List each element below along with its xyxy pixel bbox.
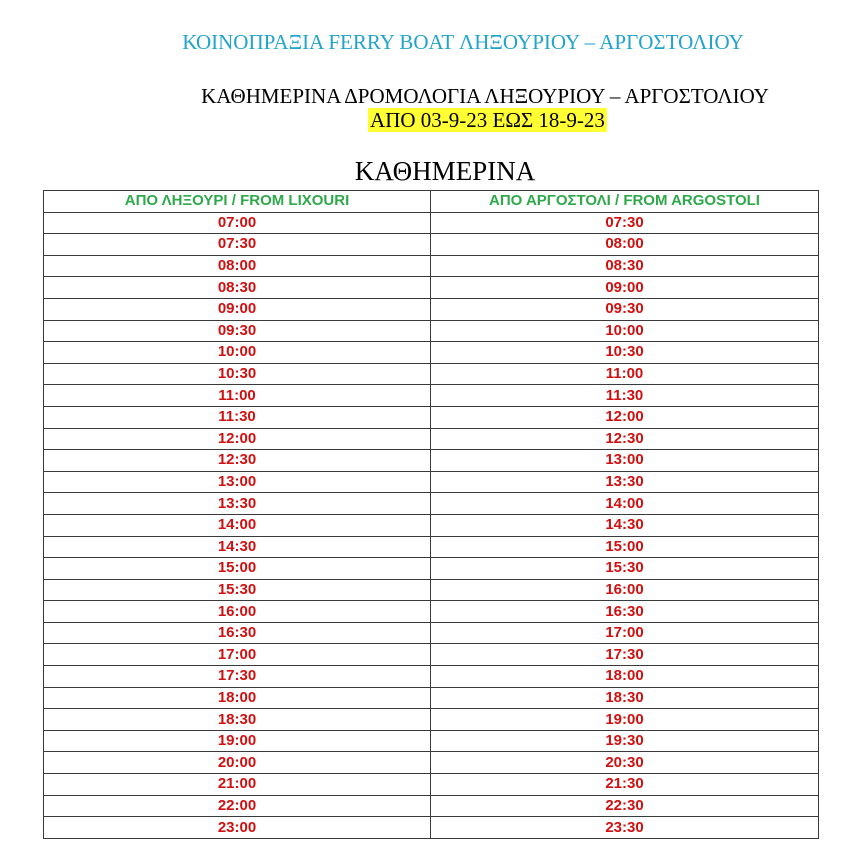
table-row: [44, 709, 819, 731]
table-row: [44, 255, 819, 277]
departure-time-argostoli: 09:30: [431, 298, 819, 320]
departure-time-lixouri: 14:30: [44, 536, 431, 558]
departure-time-argostoli: 19:30: [431, 730, 819, 752]
departure-time-argostoli: 18:00: [431, 666, 819, 688]
departure-time-lixouri: 13:00: [44, 471, 431, 493]
departure-time-argostoli: 22:30: [431, 795, 819, 817]
table-row: [44, 558, 819, 580]
departure-time-argostoli: 17:30: [431, 644, 819, 666]
departure-time-argostoli: 13:30: [431, 471, 819, 493]
departure-time-argostoli: 15:30: [431, 558, 819, 580]
table-row: [44, 536, 819, 558]
table-row: [44, 730, 819, 752]
departure-time-lixouri: 19:00: [44, 730, 431, 752]
departure-time-lixouri: 08:00: [44, 255, 431, 277]
table-row: [44, 666, 819, 688]
departure-time-lixouri: 20:00: [44, 752, 431, 774]
table-row: [44, 298, 819, 320]
departure-time-argostoli: 12:30: [431, 428, 819, 450]
departure-time-argostoli: 21:30: [431, 774, 819, 796]
column-header-from-lixouri: ΑΠΟ ΛΗΞΟΥΡΙ / FROM LIXOURI: [44, 191, 431, 213]
departure-time-lixouri: 09:30: [44, 320, 431, 342]
departure-time-lixouri: 10:00: [44, 342, 431, 364]
departure-time-lixouri: 21:00: [44, 774, 431, 796]
table-row: [44, 817, 819, 839]
table-row: [44, 450, 819, 472]
departure-time-argostoli: 13:00: [431, 450, 819, 472]
table-row: [44, 363, 819, 385]
table-row: [44, 795, 819, 817]
departure-time-argostoli: 09:00: [431, 277, 819, 299]
departure-time-lixouri: 11:00: [44, 385, 431, 407]
table-row: [44, 601, 819, 623]
departure-time-lixouri: 08:30: [44, 277, 431, 299]
departure-time-lixouri: 16:00: [44, 601, 431, 623]
departure-time-lixouri: 07:00: [44, 212, 431, 234]
departure-time-lixouri: 17:30: [44, 666, 431, 688]
departure-time-lixouri: 16:30: [44, 622, 431, 644]
departure-time-argostoli: 11:00: [431, 363, 819, 385]
departure-time-lixouri: 22:00: [44, 795, 431, 817]
table-row: [44, 774, 819, 796]
date-range-container: [0, 108, 860, 132]
daily-label: ΚΑΘΗΜΕΡΙΝΑ: [354, 156, 536, 186]
timetable: [43, 190, 819, 839]
timetable-body: [44, 212, 819, 838]
column-header-from-argostoli: ΑΠΟ ΑΡΓΟΣΤΟΛΙ / FROM ARGOSTOLI: [431, 191, 819, 213]
departure-time-argostoli: 19:00: [431, 709, 819, 731]
timetable-header-row: [44, 191, 819, 213]
departure-time-argostoli: 07:30: [431, 212, 819, 234]
departure-time-lixouri: 12:30: [44, 450, 431, 472]
table-row: [44, 385, 819, 407]
table-row: [44, 342, 819, 364]
departure-time-argostoli: 15:00: [431, 536, 819, 558]
table-row: [44, 406, 819, 428]
table-row: [44, 622, 819, 644]
table-row: [44, 493, 819, 515]
departure-time-lixouri: 14:00: [44, 514, 431, 536]
table-row: [44, 428, 819, 450]
table-row: [44, 687, 819, 709]
departure-time-lixouri: 18:30: [44, 709, 431, 731]
departure-time-argostoli: 08:30: [431, 255, 819, 277]
departure-time-argostoli: 08:00: [431, 234, 819, 256]
departure-time-argostoli: 11:30: [431, 385, 819, 407]
departure-time-lixouri: 09:00: [44, 298, 431, 320]
departure-time-argostoli: 20:30: [431, 752, 819, 774]
departure-time-argostoli: 14:30: [431, 514, 819, 536]
departure-time-lixouri: 10:30: [44, 363, 431, 385]
table-row: [44, 579, 819, 601]
departure-time-lixouri: 11:30: [44, 406, 431, 428]
table-row: [44, 212, 819, 234]
departure-time-lixouri: 17:00: [44, 644, 431, 666]
departure-time-argostoli: 18:30: [431, 687, 819, 709]
company-name: ΚΟΙΝΟΠΡΑΞΙΑ FERRY BOAT ΛΗΞΟΥΡΙΟΥ – ΑΡΓΟΣΤΟΛΙΟΥ: [182, 30, 744, 54]
departure-time-argostoli: 16:30: [431, 601, 819, 623]
departure-time-argostoli: 16:00: [431, 579, 819, 601]
departure-time-argostoli: 14:00: [431, 493, 819, 515]
departure-time-argostoli: 17:00: [431, 622, 819, 644]
departure-time-argostoli: 10:00: [431, 320, 819, 342]
table-row: [44, 644, 819, 666]
table-row: [44, 514, 819, 536]
departure-time-argostoli: 10:30: [431, 342, 819, 364]
table-row: [44, 277, 819, 299]
departure-time-argostoli: 23:30: [431, 817, 819, 839]
departure-time-argostoli: 12:00: [431, 406, 819, 428]
departure-time-lixouri: 15:00: [44, 558, 431, 580]
departure-time-lixouri: 18:00: [44, 687, 431, 709]
departure-time-lixouri: 12:00: [44, 428, 431, 450]
departure-time-lixouri: 15:30: [44, 579, 431, 601]
table-row: [44, 471, 819, 493]
departure-time-lixouri: 07:30: [44, 234, 431, 256]
date-range: ΑΠΟ 03-9-23 ΕΩΣ 18-9-23: [370, 108, 605, 132]
table-row: [44, 752, 819, 774]
table-row: [44, 234, 819, 256]
departure-time-lixouri: 23:00: [44, 817, 431, 839]
departure-time-lixouri: 13:30: [44, 493, 431, 515]
table-row: [44, 320, 819, 342]
schedule-title: ΚΑΘΗΜΕΡΙΝΑ ΔΡΟΜΟΛΟΓΙΑ ΛΗΞΟΥΡΙΟΥ – ΑΡΓΟΣΤΟΛΙΟΥ: [201, 84, 769, 108]
